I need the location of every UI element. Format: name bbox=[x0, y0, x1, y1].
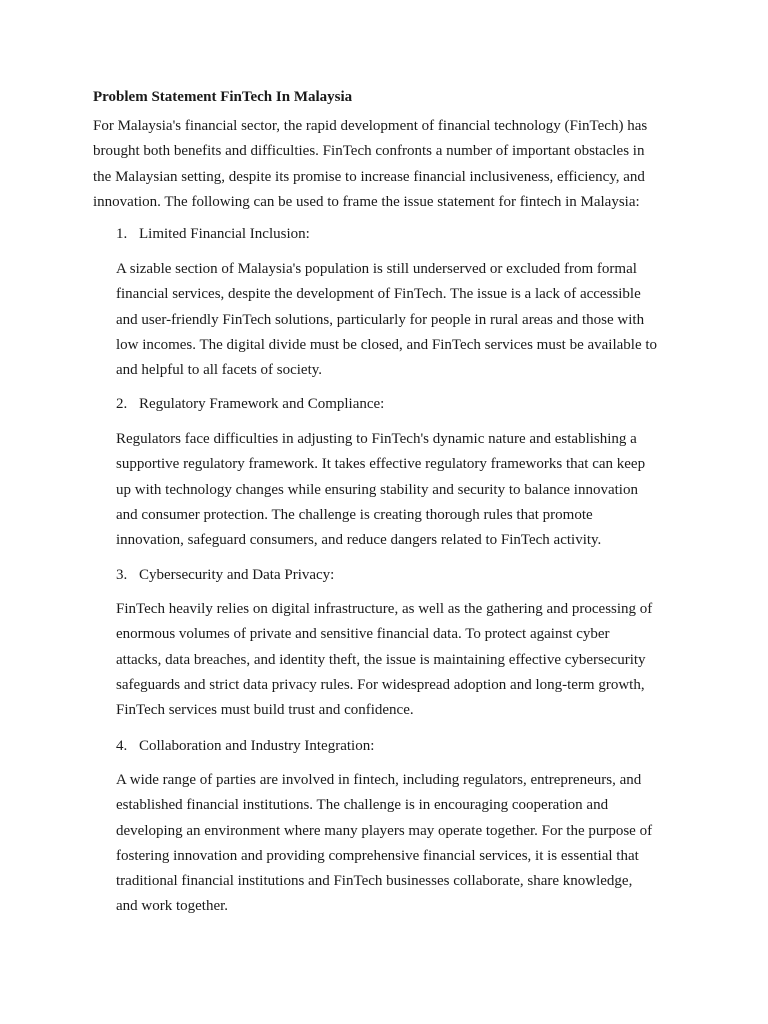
section-paragraph-1 bbox=[116, 257, 686, 383]
intro-line: the Malaysian setting, despite its promise to increase financial inclusiveness, efficiency, and bbox=[93, 168, 645, 185]
section-number: 2. bbox=[116, 396, 128, 412]
page-title: Problem Statement FinTech In Malaysia bbox=[93, 89, 353, 105]
paragraph-line: fostering innovation and providing comprehensive financial services, it is essential that bbox=[116, 847, 639, 864]
section-paragraph-2 bbox=[116, 427, 686, 553]
section-paragraph-3 bbox=[116, 597, 686, 723]
section-heading-2 bbox=[116, 394, 384, 414]
paragraph-line: low incomes. The digital divide must be closed, and FinTech services must be available to bbox=[116, 336, 658, 353]
intro-paragraph bbox=[93, 114, 673, 215]
paragraph-line: developing an environment where many players may operate together. For the purpose of bbox=[116, 822, 653, 839]
section-paragraph-4 bbox=[116, 768, 686, 920]
section-heading-4 bbox=[116, 736, 374, 756]
paragraph-line: enormous volumes of private and sensitive financial data. To protect against cyber bbox=[116, 626, 610, 643]
paragraph-line: established financial institutions. The challenge is in encouraging cooperation and bbox=[116, 797, 609, 814]
section-heading-text: Regulatory Framework and Compliance: bbox=[139, 396, 385, 412]
section-heading-text: Collaboration and Industry Integration: bbox=[139, 738, 375, 754]
paragraph-line: Regulators face difficulties in adjusting to FinTech's dynamic nature and establishing a bbox=[116, 431, 637, 447]
paragraph-line: and user-friendly FinTech solutions, particularly for people in rural areas and those with bbox=[116, 311, 645, 328]
section-number: 3. bbox=[116, 567, 128, 583]
section-heading-text: Cybersecurity and Data Privacy: bbox=[139, 567, 335, 583]
intro-line: For Malaysia's financial sector, the rapid development of financial technology (FinTech) has bbox=[93, 118, 648, 134]
paragraph-line: FinTech services must build trust and confidence. bbox=[116, 702, 414, 719]
paragraph-line: A wide range of parties are involved in fintech, including regulators, entrepreneurs, and bbox=[116, 772, 642, 788]
paragraph-line: innovation, safeguard consumers, and reduce dangers related to FinTech activity. bbox=[116, 532, 602, 549]
paragraph-line: and consumer protection. The challenge is creating thorough rules that promote bbox=[116, 506, 593, 523]
paragraph-line: up with technology changes while ensuring stability and security to balance innovation bbox=[116, 481, 638, 498]
section-number: 1. bbox=[116, 226, 128, 242]
section-number: 4. bbox=[116, 738, 128, 754]
paragraph-line: FinTech heavily relies on digital infrastructure, as well as the gathering and processing of bbox=[116, 601, 653, 617]
section-heading-1 bbox=[116, 224, 310, 244]
intro-line: brought both benefits and difficulties. FinTech confronts a number of important obstacles in bbox=[93, 143, 645, 160]
paragraph-line: attacks, data breaches, and identity theft, the issue is maintaining effective cybersecurity bbox=[116, 651, 646, 668]
intro-line: innovation. The following can be used to frame the issue statement for fintech in Malaysia: bbox=[93, 193, 640, 210]
paragraph-line: traditional financial institutions and FinTech businesses collaborate, share knowledge, bbox=[116, 873, 633, 890]
section-heading-text: Limited Financial Inclusion: bbox=[139, 226, 310, 242]
paragraph-line: and helpful to all facets of society. bbox=[116, 362, 323, 379]
paragraph-line: A sizable section of Malaysia's population is still underserved or excluded from formal bbox=[116, 261, 637, 277]
paragraph-line: financial services, despite the development of FinTech. The issue is a lack of accessible bbox=[116, 286, 641, 303]
section-heading-3 bbox=[116, 565, 334, 585]
paragraph-line: supportive regulatory framework. It takes effective regulatory frameworks that can keep bbox=[116, 456, 646, 473]
paragraph-line: and work together. bbox=[116, 898, 229, 915]
paragraph-line: safeguards and strict data privacy rules. For widespread adoption and long-term growth, bbox=[116, 676, 645, 693]
